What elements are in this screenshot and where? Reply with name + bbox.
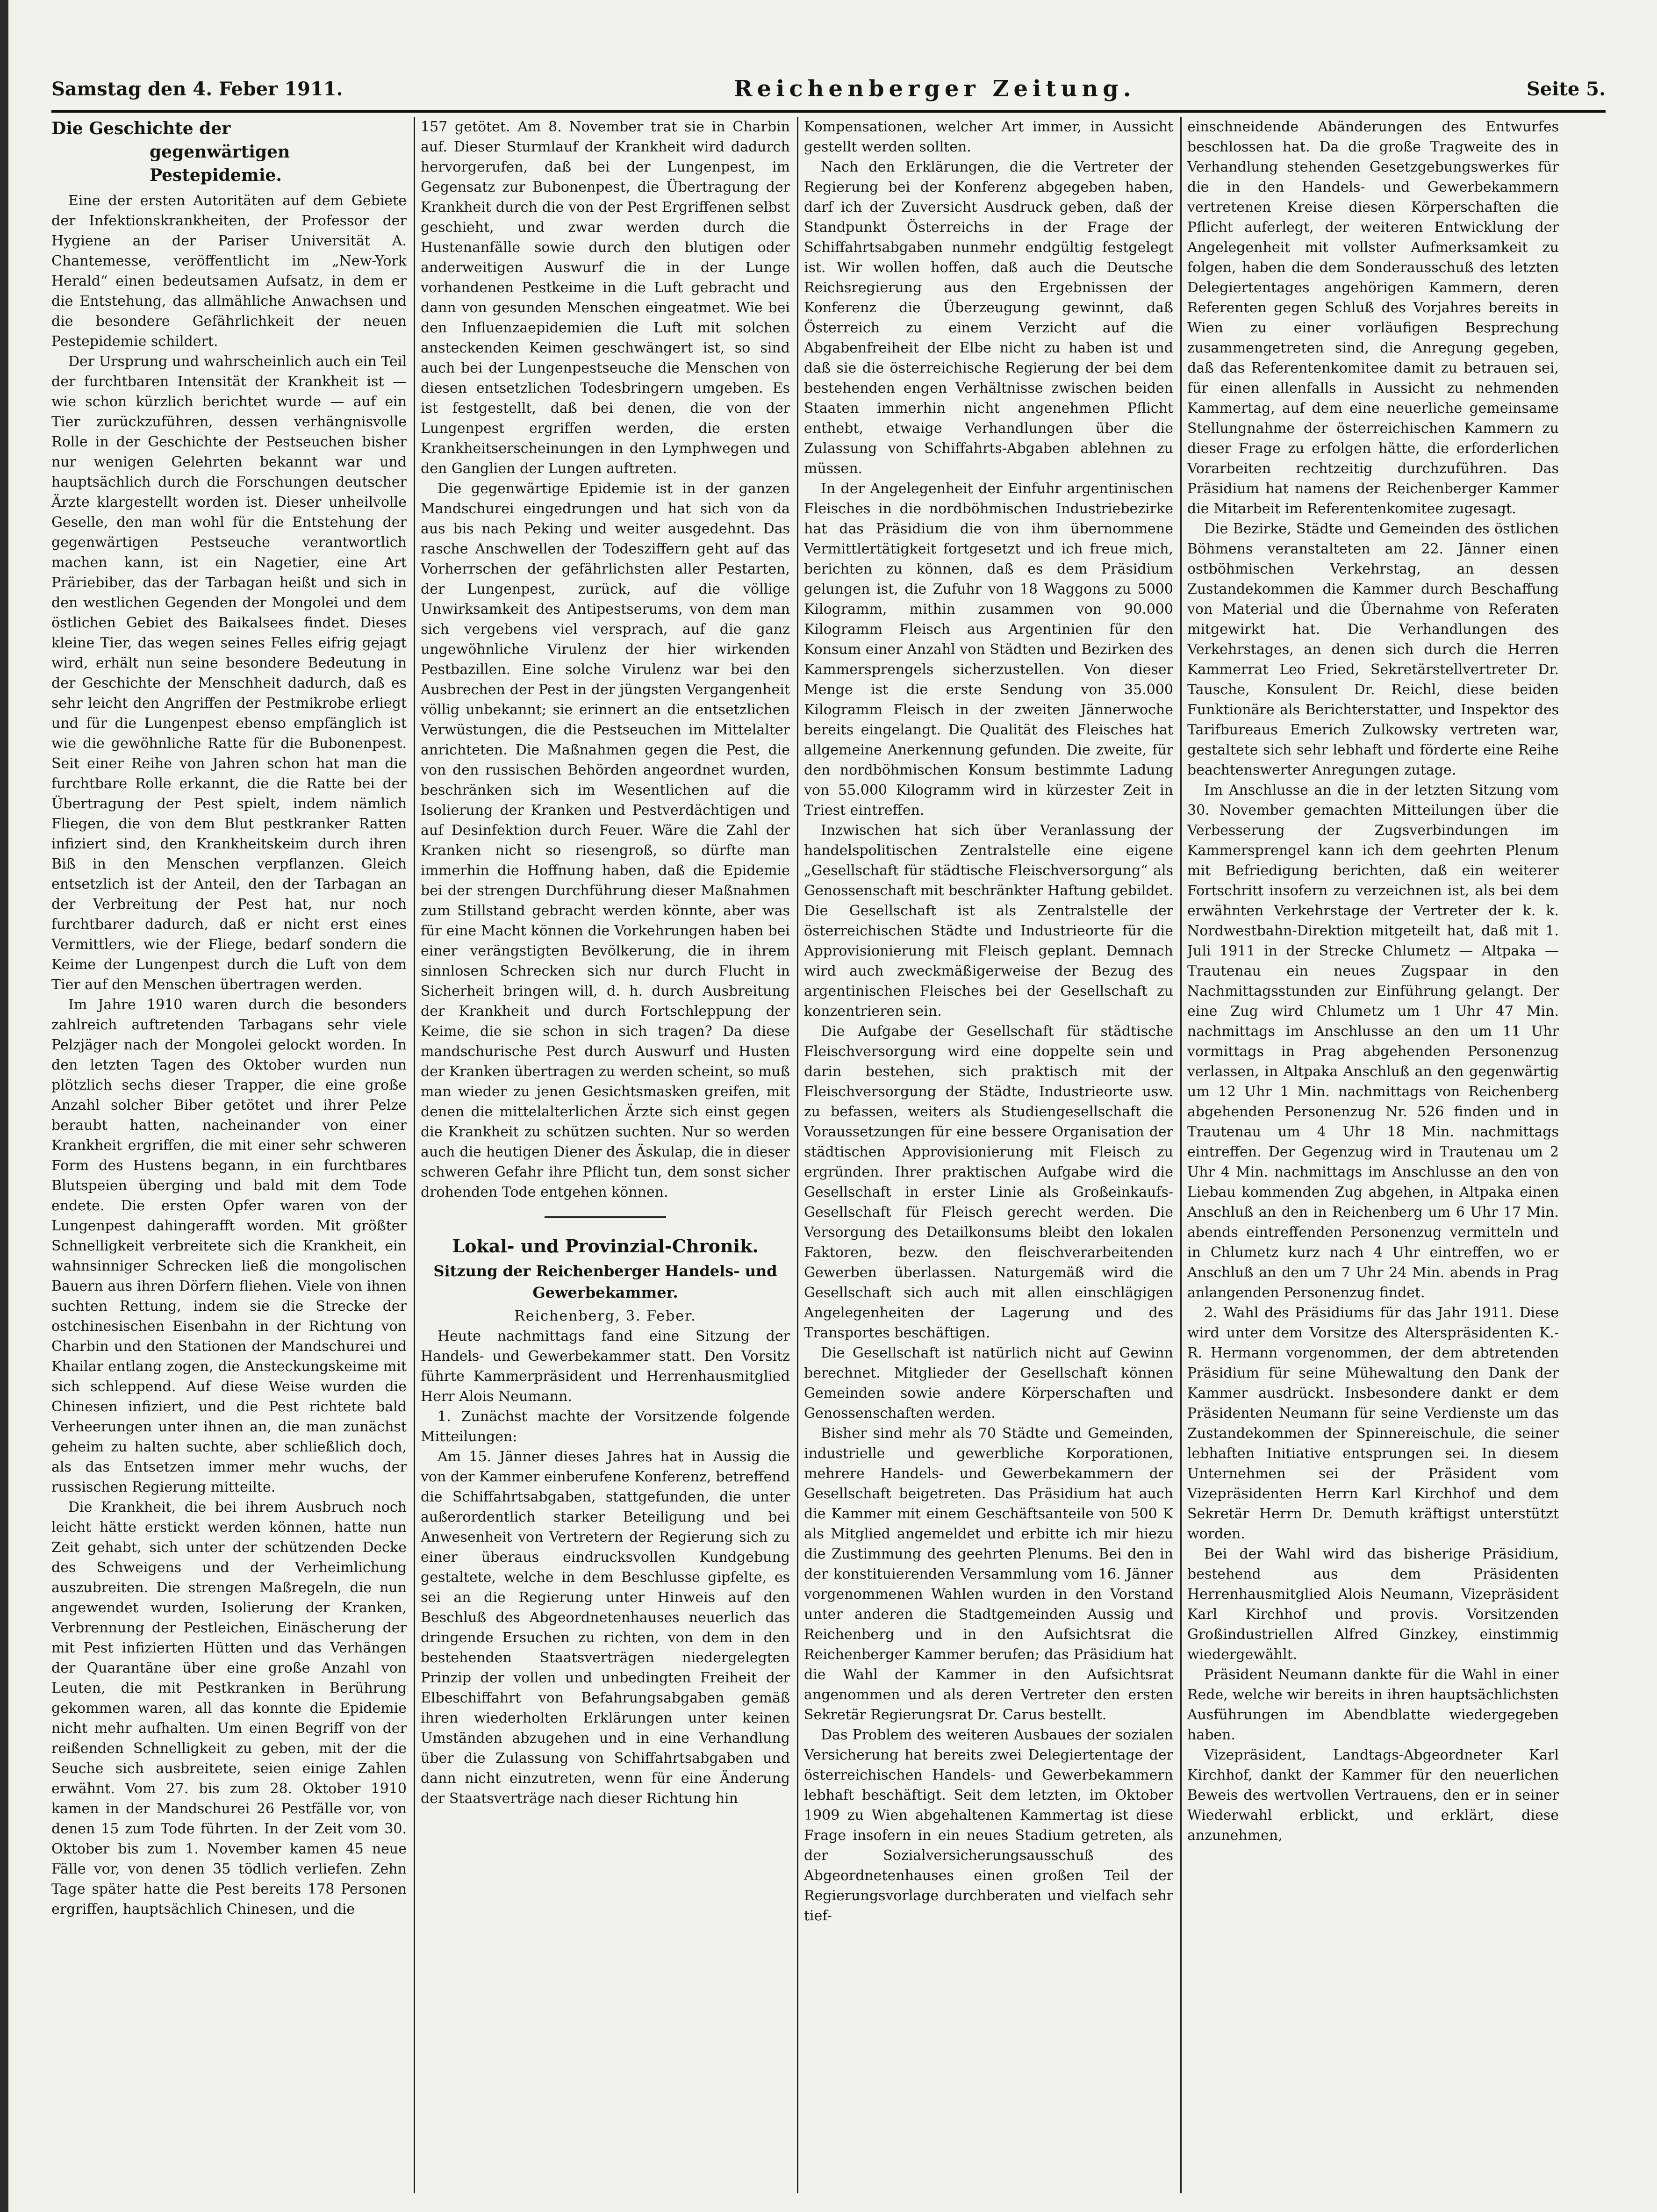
paragraph: Heute nachmittags fand eine Sitzung der Handels- und Gewerbekammer statt. Den Vorsitz führte Kammerpräsident und Herrenhausmitglied Herr Alois Neumann. [421, 1328, 790, 1405]
paragraph: Kompensationen, welcher Art immer, in Aussicht gestellt werden sollten. [804, 119, 1173, 155]
paragraph: In der Angelegenheit der Einfuhr argentinischen Fleisches in die nordböhmischen Industriebezirke hat das Präsidium die von ihm übernommene Vermittlertätigkeit fortgesetzt und ich freue mich, berichten zu können, daß es dem Präsidium gelungen ist, die Zufuhr von 18 Waggons zu 5000 Kilogramm, mithin zusammen von 90.000 Kilogramm Fleisch aus Argentinien für den Konsum einer Anzahl von Städten und Bezirken des Kammersprengels sicherzustellen. Von dieser Menge ist die erste Sendung von 35.000 Kilogramm Fleisch in der zweiten Jännerwoche bereits eingelangt. Die Qualität des Fleisches hat allgemeine Anerkennung gefunden. Die zweite, für den nordböhmischen Konsum bestimmte Ladung von 55.000 Kilogramm wird in kürzester Zeit in Triest eintreffen. [804, 481, 1173, 819]
paragraph: Eine der ersten Autoritäten auf dem Gebiete der Infektionskrankheiten, der Professor der Hygiene an der Pariser Universität A. Chantemesse, veröffentlicht im „New-York Herald“ einen bedeutsamen Aufsatz, in dem er die Entstehung, das allmähliche Anwachsen und die besondere Gefährlichkeit der neuen Pestepidemie schildert. [51, 193, 407, 350]
paragraph: Nach den Erklärungen, die die Vertreter der Regierung bei der Konferenz abgegeben haben, darf ich der Zuversicht Ausdruck geben, daß der Standpunkt Österreichs in der Frage der Schiffahrtsabgaben nunmehr endgültig festgelegt ist. Wir wollen hoffen, daß auch die Deutsche Reichsregierung aus den Ergebnissen der Konferenz die Überzeugung gewinnt, daß Österreich zu einem Verzicht auf die Abgabenfreiheit der Elbe nicht zu haben ist und daß sie die österreichische Regierung der bei dem bestehenden engen Verhältnisse zwischen beiden Staaten immerhin nicht angenehmen Pflicht enthebt, etwaige Verhandlungen über die Zulassung von Schiffahrts-Abgaben ablehnen zu müssen. [804, 159, 1173, 477]
paragraph: Präsident Neumann dankte für die Wahl in einer Rede, welche wir bereits in ihren hauptsächlichsten Ausführungen im Abendblatte wiedergegeben haben. [1187, 1666, 1559, 1743]
issue-date: Samstag den 4. Feber 1911. [51, 78, 343, 100]
paragraph: Im Anschlusse an die in der letzten Sitzung vom 30. November gemachten Mitteilungen über die Verbesserung der Zugsverbindungen im Kammersprengel kann ich dem geehrten Plenum mit Befriedigung berichten, daß ein weiterer Fortschritt insofern zu verzeichnen ist, als bei dem erwähnten Verkehrstage der Vertreter der k. k. Nordwestbahn-Direktion mitgeteilt hat, daß mit 1. Juli 1911 in der Strecke Chlumetz — Altpaka — Trautenau ein neues Zugspaar in den Nachmittagsstunden zur Einführung gelangt. Der eine Zug wird Chlumetz um 1 Uhr 47 Min. nachmittags im Anschlusse an den um 11 Uhr vormittags in Prag abgehenden Personenzug verlassen, in Altpaka Anschluß an den gegenwärtig um 12 Uhr 1 Min. nachmittags von Reichenberg abgehenden Personenzug Nr. 526 finden und in Trautenau um 4 Uhr 18 Min. nachmittags eintreffen. Der Gegenzug wird in Trautenau um 2 Uhr 4 Min. nachmittags im Anschlusse an den von Liebau kommenden Zug abgehen, in Altpaka einen Anschluß an den in Reichenberg um 6 Uhr 17 Min. abends eintreffenden Personenzug vermitteln und in Chlumetz kurz nach 4 Uhr eintreffen, wo er Anschluß an den um 7 Uhr 24 Min. abends in Prag anlangenden Personenzug findet. [1187, 782, 1559, 1301]
column-3 [804, 117, 1173, 2193]
paragraph: Die gegenwärtige Epidemie ist in der ganzen Mandschurei eingedrungen und hat sich von da aus bis nach Peking und weiter ausgedehnt. Das rasche Anschwellen der Todesziffern geht auf das Vorherrschen der gefährlichsten aller Pestarten, der Lungenpest, zurück, auf die völlige Unwirksamkeit des Antipestserums, von dem man sich vergebens viel versprach, auf die ganz ungewöhnliche Virulenz der hier wirkenden Pestbazillen. Eine solche Virulenz war bei den Ausbrechen der Pest in der jüngsten Vergangenheit völlig unbekannt; sie erinnert an die entsetzlichen Verwüstungen, die die Pestseuchen im Mittelalter anrichteten. Die Maßnahmen gegen die Pest, die von den russischen Behörden angeordnet wurden, beschränken sich im Wesentlichen auf die Isolierung der Kranken und Pestverdächtigen und auf Desinfektion durch Feuer. Wäre die Zahl der Kranken nicht so riesengroß, so dürfte man immerhin die Hoffnung haben, daß die Epidemie bei der strengen Durchführung dieser Maßnahmen zum Stillstand gebracht werden könnte, aber was für eine Macht können die Vorkehrungen haben bei einer verängstigten Bevölkerung, die in ihrem sinnlosen Schrecken sich nur durch Flucht in Sicherheit bringen will, d. h. durch Ausbreitung der Krankheit und durch Fortschleppung der Keime, die sie schon in sich tragen? Da diese mandschurische Pest durch Auswurf und Husten der Kranken übertragen zu werden scheint, so muß man wieder zu jenen Gesichtsmasken greifen, mit denen die mittelalterlichen Ärzte sich einst gegen die Krankheit zu schützen suchten. Nur so werden auch die heutigen Diener des Äskulap, die in dieser schweren Gefahr ihre Pflicht tun, dem sonst sicher drohenden Tode entgehen können. [421, 481, 790, 1200]
paragraph: Bei der Wahl wird das bisherige Präsidium, bestehend aus dem Präsidenten Herrenhausmitglied Alois Neumann, Vizepräsident Karl Kirchhof und provis. Vorsitzenden Großindustriellen Alfred Ginzkey, einstimmig wiedergewählt. [1187, 1546, 1559, 1663]
dateline: Reichenberg, 3. Feber. [514, 1308, 696, 1324]
column-1 [51, 117, 407, 2193]
page-number: Seite 5. [1526, 78, 1606, 100]
paragraph: Im Jahre 1910 waren durch die besonders zahlreich auftretenden Tarbagans sehr viele Pelzjäger nach der Mongolei gelockt worden. In den letzten Tagen des Oktober wurden nun plötzlich sechs dieser Trapper, die eine große Anzahl solcher Biber getötet und ihrer Pelze beraubt hatten, nacheinander von einer Krankheit ergriffen, die mit einer sehr schweren Form des Hustens begann, in ein furchtbares Blutspeien überging und bald mit dem Tode endete. Die ersten Opfer waren von der Lungenpest dahingerafft worden. Mit größter Schnelligkeit verbreitete sich die Krankheit, ein wahnsinniger Schrecken ließ die mongolischen Bauern aus ihren Dörfern fliehen. Viele von ihnen suchten Rettung, indem sie die Strecke der ostchinesischen Eisenbahn in der Richtung von Charbin und den Stationen der Mandschurei und Khailar entlang zogen, die Ansteckungskeime mit sich schleppend. Auf diese Weise wurden die Chinesen infiziert, und die Pest richtete bald Verheerungen unter ihnen an, die man zunächst geheim zu halten suchte, aber schließlich doch, als das Entsetzen immer mehr wuchs, der russischen Regierung mitteilte. [51, 997, 407, 1495]
column-divider [797, 117, 798, 2193]
paragraph: Vizepräsident, Landtags-Abgeordneter Karl Kirchhof, dankt der Kammer für den neuerlichen Beweis des wertvollen Vertrauens, den er in seiner Wiederwahl erblickt, und erklärt, diese anzunehmen, [1187, 1747, 1559, 1844]
paragraph: Die Krankheit, die bei ihrem Ausbruch noch leicht hätte erstickt werden können, hatte nun Zeit gehabt, sich unter der schützenden Decke des Schweigens und der Verheimlichung auszubreiten. Die strengen Maßregeln, die nun angewendet wurden, Isolierung der Kranken, Verbrennung der Pestleichen, Einäscherung der mit Pest infizierten Hütten und das Verhängen der Quarantäne über eine große Anzahl von Leuten, die mit Pestkranken in Berührung gekommen waren, all das konnte die Epidemie nicht mehr aufhalten. Um einen Begriff von der reißenden Schnelligkeit zu geben, mit der die Seuche sich ausbreitete, seien einige Zahlen erwähnt. Vom 27. bis zum 28. Oktober 1910 kamen in der Mandschurei 26 Pestfälle vor, von denen 15 zum Tode führten. In der Zeit vom 30. Oktober bis zum 1. November kamen 45 neue Fälle vor, von denen 35 tödlich verliefen. Zehn Tage später hatte die Pest bereits 178 Personen ergriffen, hauptsächlich Chinesen, und die [51, 1499, 407, 1918]
paragraph: Inzwischen hat sich über Veranlassung der handelspolitischen Zentralstelle eine eigene „Gesellschaft für städtische Fleischversorgung“ als Genossenschaft mit beschränkter Haftung gebildet. Die Gesellschaft ist als Zentralstelle der österreichischen Städte und Industrieorte für die Approvisionierung mit Fleisch geplant. Demnach wird auch zweckmäßigerweise der Bezug des argentinischen Fleisches bei der Gesellschaft zu konzentrieren sein. [804, 822, 1173, 1020]
paragraph: Die Aufgabe der Gesellschaft für städtische Fleischversorgung wird eine doppelte sein und darin bestehen, sich praktisch mit der Fleischversorgung der Städte, Industrieorte usw. zu befassen, weiters als Studiengesellschaft die Voraussetzungen für eine bessere Organisation der städtischen Approvisionierung mit Fleisch zu ergründen. Ihrer praktischen Aufgabe wird die Gesellschaft in erster Linie als Großeinkaufs-Gesellschaft für Fleisch gerecht werden. Die Versorgung des Detailkonsums bleibt den lokalen Faktoren, bezw. den fleischverarbeitenden Gewerben überlassen. Naturgemäß wird die Gesellschaft sich auch mit allen einschlägigen Angelegenheiten der Lagerung und des Transportes beschäftigen. [804, 1023, 1173, 1341]
column-4 [1187, 117, 1559, 2193]
paragraph: 157 getötet. Am 8. November trat sie in Charbin auf. Dieser Sturmlauf der Krankheit wird dadurch hervorgerufen, daß bei der Lungenpest, im Gegensatz zur Bubonenpest, die Übertragung der Krankheit durch die von der Pest Ergriffenen selbst geschieht, und zwar werden durch die Hustenanfälle sowie durch den blutigen oder anderweitigen Auswurf die in der Lunge vorhandenen Pestkeime in die Luft gebracht und dann von gesunden Menschen eingeatmet. Wie bei den Influenzaepidemien die Luft mit solchen ansteckenden Keimen geschwängert ist, so sind auch bei der Lungenpestseuche die Menschen von diesen entsetzlichen Todesbringern umgeben. Es ist festgestellt, daß bei denen, die von der Lungenpest ergriffen werden, die ersten Krankheitserscheinungen in den Lymphwegen und den Ganglien der Lungen auftreten. [421, 119, 790, 477]
section-separator [545, 1216, 666, 1218]
paragraph: Am 15. Jänner dieses Jahres hat in Aussig die von der Kammer einberufene Konferenz, betreffend die Schiffahrtsabgaben, stattgefunden, die unter außerordentlich starker Beteiligung und bei Anwesenheit von Vertretern der Regierung sich zu einer überaus eindrucksvollen Kundgebung gestaltete, welche in dem Beschlusse gipfelte, es sei an die Regierung unter Hinweis auf den Beschluß des Abgeordnetenhauses neuerlich das dringende Ersuchen zu richten, von dem in den bestehenden Staatsverträgen niedergelegten Prinzip der vollen und unbedingten Freiheit der Elbeschiffahrt von Befahrungsabgaben gemäß ihren wiederholten Erklärungen unter keinen Umständen abzugehen und in eine Verhandlung über die Zulassung von Schiffahrtsabgaben und dann nicht einzutreten, wenn für eine Änderung der Staatsverträge nach dieser Richtung hin [421, 1449, 790, 1807]
page-header [51, 70, 1606, 108]
scan-edge [0, 0, 8, 2212]
paragraph: Das Problem des weiteren Ausbaues der sozialen Versicherung hat bereits zwei Delegiertentage der österreichischen Handels- und Gewerbekammern lebhaft beschäftigt. Seit dem letzten, im Oktober 1909 zu Wien abgehaltenen Kammertag ist diese Frage insofern in ein neues Stadium getreten, als der Sozialversicherungsausschuß des Abgeordnetenhauses einen großen Teil der Regierungsvorlage durchberaten und vielfach sehr tief- [804, 1727, 1173, 1924]
paragraph: 2. Wahl des Präsidiums für das Jahr 1911. Diese wird unter dem Vorsitze des Alterspräsidenten K.-R. Hermann vorgenommen, der dem abtretenden Präsidium für seine Mühewaltung den Dank der Kammer ausdrückt. Insbesondere dankt er dem Präsidenten Neumann für seine Verdienste um das Zustandekommen der Spinnereischule, die seiner lebhaften Initiative entsprungen sei. In diesem Unternehmen sei der Präsident vom Vizepräsidenten Herrn Karl Kirchhof und dem Sekretär Herrn Dr. Demuth kräftigst unterstützt worden. [1187, 1305, 1559, 1542]
paragraph: Die Gesellschaft ist natürlich nicht auf Gewinn berechnet. Mitglieder der Gesellschaft können Gemeinden sowie andere Körperschaften und Genossenschaften werden. [804, 1345, 1173, 1422]
masthead-title: Reichenberger Zeitung. [733, 76, 1136, 102]
article-title-line2: gegenwärtigen Pestepidemie. [150, 142, 290, 185]
paragraph: Der Ursprung und wahrscheinlich auch ein Teil der furchtbaren Intensität der Krankheit ist — wie schon kürzlich berichtet wurde — auf ein Tier zurückzuführen, dessen verhängnisvolle Rolle in der Geschichte der Pestseuchen bisher nur wenigen Gelehrten bekannt war und hauptsächlich durch die Forschungen deutscher Ärzte klargestellt worden ist. Dieser unheilvolle Geselle, den man wohl für die Entstehung der gegenwärtigen Pestseuche verantwortlich machen kann, ist ein Nagetier, eine Art Präriebiber, das der Tarbagan heißt und sich in den westlichen Gegenden der Mongolei und dem östlichen Gebiet des Baikalsees findet. Dieses kleine Tier, das wegen seines Felles eifrig gejagt wird, erhält nun seine besondere Bedeutung in der Geschichte der Menschheit dadurch, daß es sehr leicht den Angriffen der Pestmikrobe erliegt und für die Lungenpest ebenso empfänglich ist wie die gewöhnliche Ratte für die Bubonenpest. Seit einer Reihe von Jahren schon hat man die furchtbare Rolle erkannt, die die Ratte bei der Übertragung der Pest spielt, indem nämlich Fliegen, die von dem Blut pestkranker Ratten infiziert sind, den Krankheitskeim durch ihren Biß in den Menschen verpflanzen. Gleich entsetzlich ist der Anteil, den der Tarbagan an der Verbreitung der Pest hat, nur noch furchtbarer dadurch, daß er nicht erst eines Vermittlers, wie der Fliege, bedarf sondern die Keime der Lungenpest durch die Luft von dem Tier auf den Menschen übertragen werden. [51, 353, 407, 993]
paragraph: einschneidende Abänderungen des Entwurfes beschlossen hat. Da die große Tragweite des in Verhandlung stehenden Gesetzgebungswerkes für die in den Handels- und Gewerbekammern vertretenen Kreise diesen Körperschaften die Pflicht auferlegt, der weiteren Entwicklung der Angelegenheit mit vollster Aufmerksamkeit zu folgen, haben die dem Sonderausschuß des letzten Delegiertentages angehörigen Kammern, deren Referenten gegen Schluß des Vorjahres bereits in Wien zu einer vorläufigen Besprechung zusammengetreten sind, die Anregung gegeben, daß das Referentenkomitee damit zu betrauen sei, für einen allenfalls in Aussicht zu nehmenden Kammertag, auf dem eine neuerliche gemeinsame Stellungnahme der österreichischen Kammern zu dieser Frage zu erfolgen hätte, die erforderlichen Vorarbeiten rechtzeitig durchzuführen. Das Präsidium hat namens der Reichenberger Kammer die Mitarbeit im Referentenkomitee zugesagt. [1187, 119, 1559, 517]
paragraph: 1. Zunächst machte der Vorsitzende folgende Mitteilungen: [421, 1408, 790, 1445]
header-rule [51, 110, 1606, 113]
section-title: Lokal- und Provinzial-Chronik. [452, 1235, 759, 1257]
article-title: Sitzung der Reichenberger Handels- und Gewerbekammer. [433, 1262, 777, 1301]
column-2 [421, 117, 790, 2193]
article-title-line1: Die Geschichte der [51, 119, 231, 138]
column-divider [1180, 117, 1182, 2193]
paragraph: Bisher sind mehr als 70 Städte und Gemeinden, industrielle und gewerbliche Korporationen, mehrere Handels- und Gewerbekammern der Gesellschaft beigetreten. Das Präsidium hat auch die Kammer mit einem Geschäftsanteile von 500 K als Mitglied angemeldet und erbitte ich mir hiezu die Zustimmung des geehrten Plenums. Bei den in der konstituierenden Versammlung vom 16. Jänner vorgenommenen Wahlen wurden in den Vorstand unter anderen die Stadtgemeinden Aussig und Reichenberg und in den Aufsichtsrat die Reichenberger Kammer berufen; das Präsidium hat die Wahl der Kammer in den Aufsichtsrat angenommen und als deren Vertreter den ersten Sekretär Regierungsrat Dr. Carus bestellt. [804, 1425, 1173, 1723]
column-divider [414, 117, 415, 2193]
paragraph: Die Bezirke, Städte und Gemeinden des östlichen Böhmens veranstalteten am 22. Jänner einen ostböhmischen Verkehrstag, an dessen Zustandekommen die Kammer durch Beschaffung von Material und die Übernahme von Referaten mitgewirkt hat. Die Verhandlungen des Verkehrstages, an denen sich durch die Herren Kammerrat Leo Fried, Sekretärstellvertreter Dr. Tausche, Konsulent Dr. Reichl, diese beiden Funktionäre als Berichterstatter, und Inspektor des Tarifbureaus Emerich Zulkowsky vertreten war, gestaltete sich sehr lebhaft und förderte eine Reihe beachtenswerter Anregungen zutage. [1187, 521, 1559, 778]
